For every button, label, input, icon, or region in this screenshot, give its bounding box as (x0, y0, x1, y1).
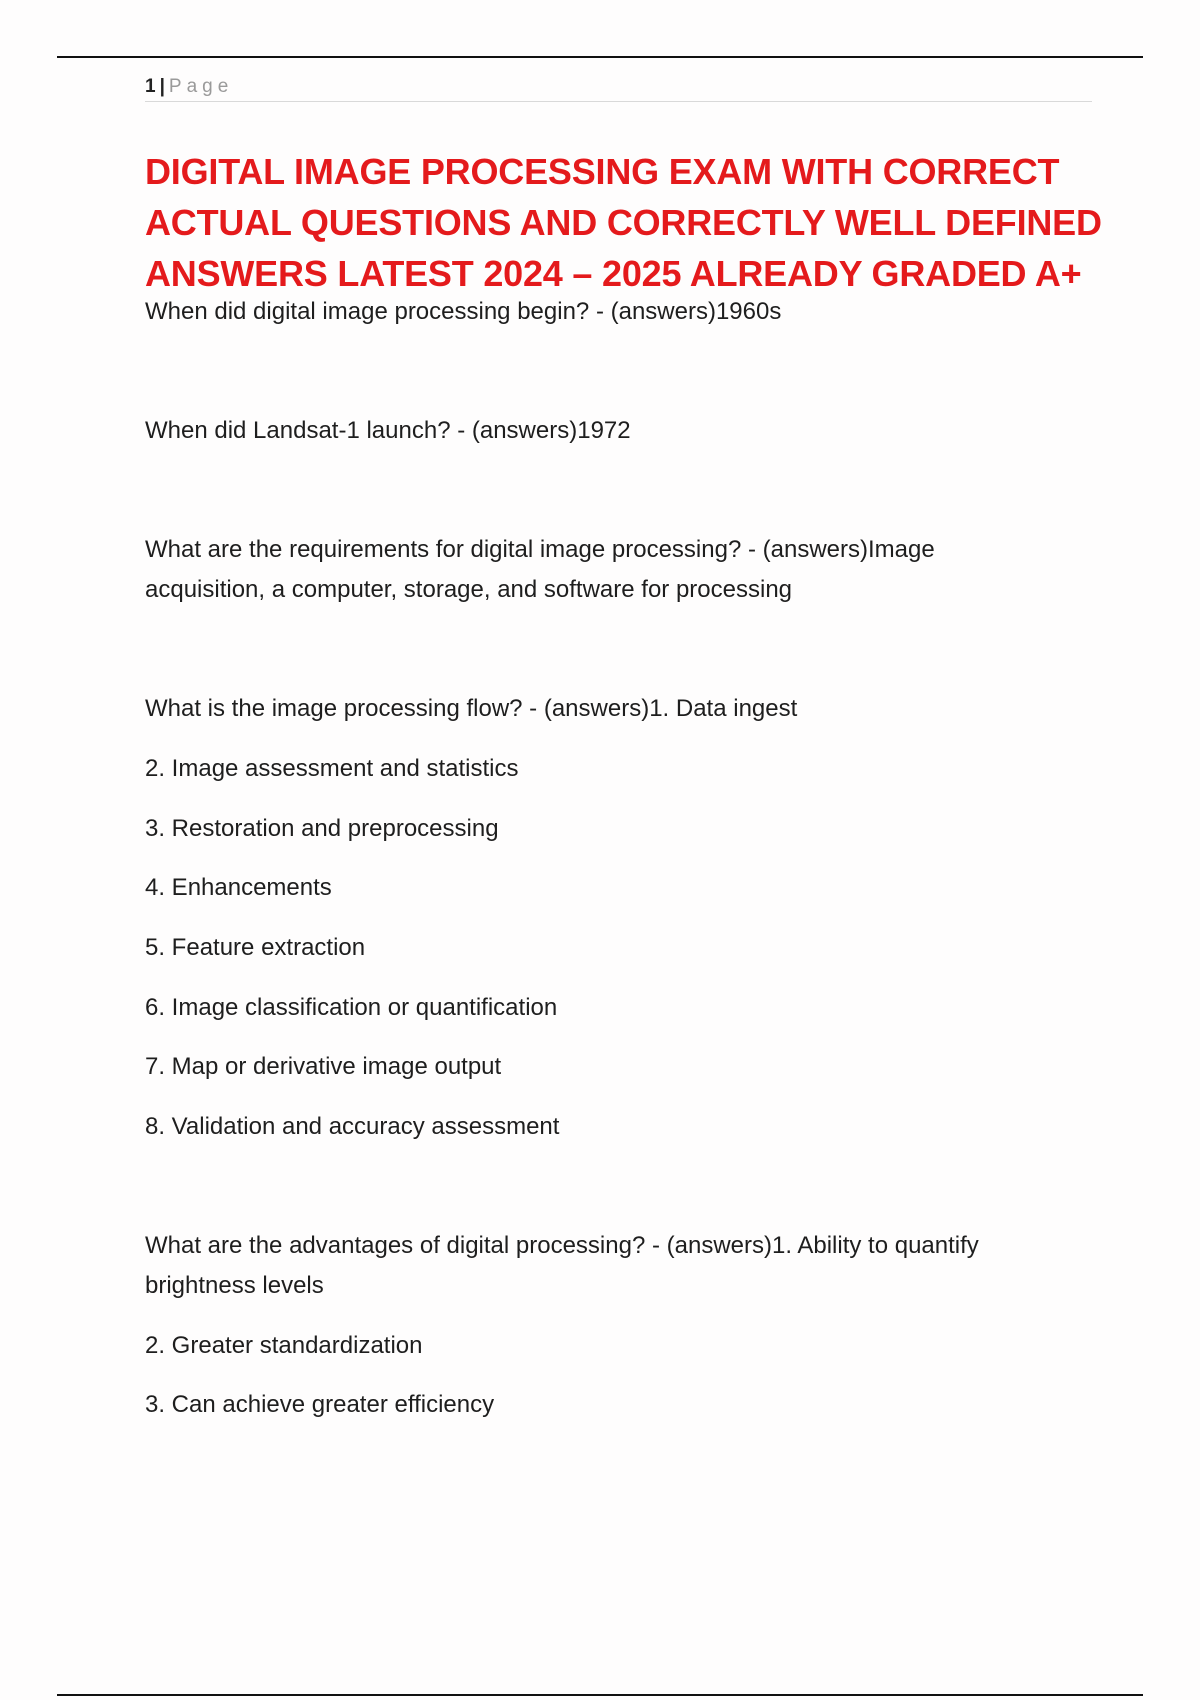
qa-block (145, 411, 1105, 451)
answer-item: 3. Restoration and preprocessing (145, 815, 499, 842)
bottom-rule (57, 1694, 1143, 1696)
page-number: 1 (145, 76, 156, 97)
answer-item: 2. Image assessment and statistics (145, 755, 519, 782)
page-label: Page (168, 76, 234, 97)
question-line: What are the advantages of digital processing? - (answers)1. Ability to quantify (145, 1232, 979, 1259)
question-line: When did digital image processing begin? - (answers)1960s (145, 298, 782, 325)
title-line: ANSWERS LATEST 2024 – 2025 ALREADY GRADED A+ (145, 253, 1082, 294)
answer-item: 8. Validation and accuracy assessment (145, 1113, 560, 1140)
answer-item: 2. Greater standardization (145, 1332, 423, 1359)
answer-item: 6. Image classification or quantification (145, 994, 558, 1021)
qa-block (145, 689, 1105, 1147)
question-line: When did Landsat-1 launch? - (answers)1972 (145, 417, 631, 444)
answer-item: 3. Can achieve greater efficiency (145, 1391, 495, 1418)
qa-block (145, 530, 1105, 610)
document-body (145, 146, 1105, 1425)
answer-item: 5. Feature extraction (145, 934, 366, 961)
title-line: DIGITAL IMAGE PROCESSING EXAM WITH CORRECT (145, 151, 1060, 192)
header-separator: | (159, 76, 165, 97)
qa-block (145, 1226, 1105, 1425)
answer-item: 4. Enhancements (145, 874, 332, 901)
question-line: acquisition, a computer, storage, and software for processing (145, 576, 793, 603)
title-line: ACTUAL QUESTIONS AND CORRECTLY WELL DEFINED (145, 202, 1102, 243)
question-line: brightness levels (145, 1272, 324, 1299)
document-title (145, 146, 1105, 299)
question-line: What is the image processing flow? - (answers)1. Data ingest (145, 695, 798, 722)
answer-item: 7. Map or derivative image output (145, 1053, 502, 1080)
top-rule (57, 56, 1143, 58)
question-line: What are the requirements for digital image processing? - (answers)Image (145, 536, 935, 563)
page-header (145, 74, 1092, 102)
